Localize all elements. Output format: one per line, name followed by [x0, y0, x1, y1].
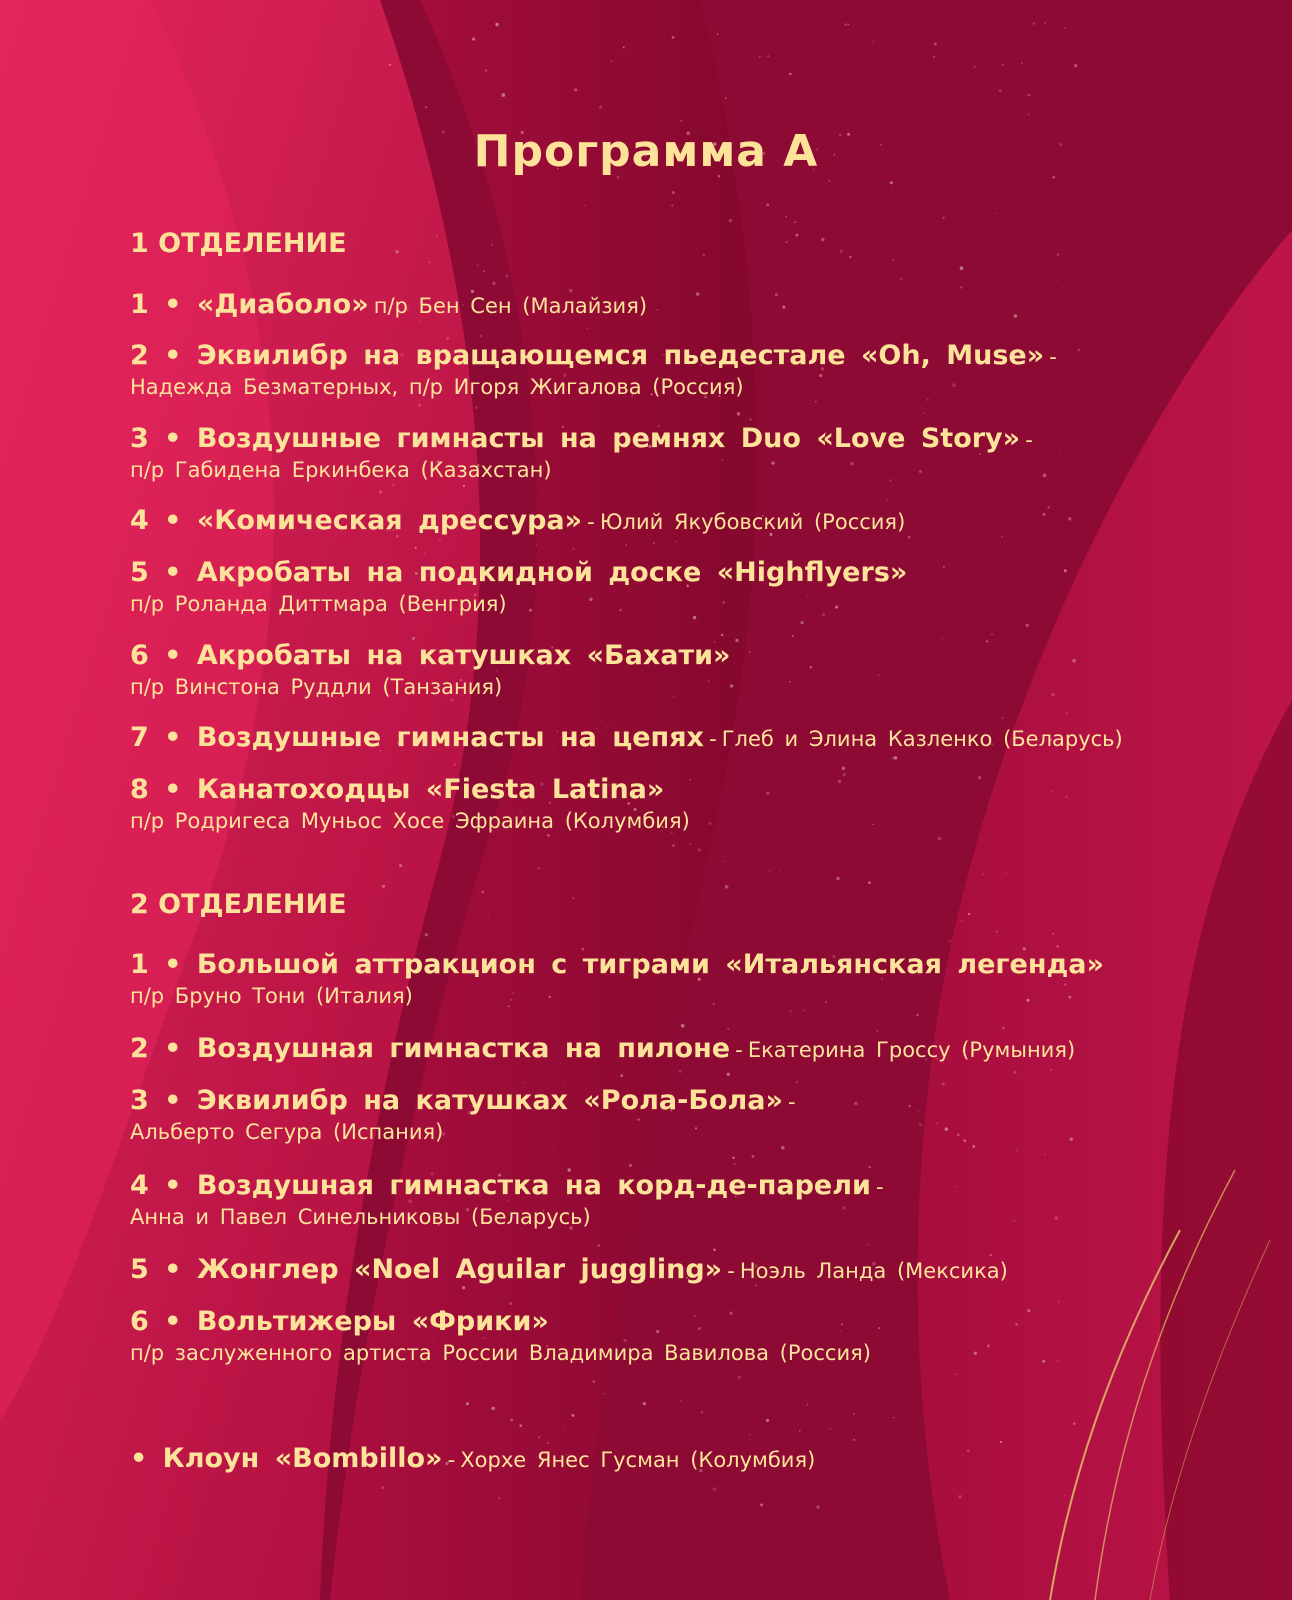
section-1-heading: 1 ОТДЕЛЕНИЕ	[130, 228, 347, 259]
act-separator: -	[1049, 345, 1057, 369]
act-title: 4 • «Комическая дрессура»	[130, 505, 583, 536]
act-item	[130, 423, 1033, 482]
act-credit: п/р Роланда Диттмара (Венгрия)	[130, 592, 507, 616]
act-item	[130, 1085, 796, 1144]
act-credit: Глеб и Элина Казленко (Беларусь)	[721, 727, 1123, 751]
act-credit: Юлий Якубовский (Россия)	[599, 510, 906, 534]
act-separator: -	[788, 1090, 796, 1114]
act-credit: Екатерина Гроссу (Румыния)	[747, 1038, 1076, 1062]
act-credit: Анна и Павел Синельниковы (Беларусь)	[130, 1205, 591, 1229]
act-credit: Надежда Безматерных, п/р Игоря Жигалова (Россия)	[130, 375, 744, 399]
act-credit: Ноэль Ланда (Мексика)	[739, 1259, 1008, 1283]
act-item	[130, 557, 907, 616]
act-title: 4 • Воздушная гимнастка на корд-де-парели	[130, 1170, 871, 1201]
act-title: 6 • Вольтижеры «Фрики»	[130, 1306, 549, 1337]
act-separator: -	[735, 1038, 743, 1062]
act-title: 1 • Большой аттракцион с тиграми «Итальянская легенда»	[130, 949, 1104, 980]
act-item	[130, 640, 730, 699]
act-title: 7 • Воздушные гимнасты на цепях	[130, 722, 704, 753]
act-credit: п/р заслуженного артиста России Владимира Вавилова (Россия)	[130, 1341, 871, 1365]
act-title: 3 • Воздушные гимнасты на ремнях Duo «Love Story»	[130, 423, 1021, 454]
act-separator: -	[447, 1448, 456, 1472]
act-title: 8 • Канатоходцы «Fiesta Latina»	[130, 774, 665, 805]
act-title: 5 • Акробаты на подкидной доске «Highflyers»	[130, 557, 908, 588]
act-separator: -	[587, 510, 595, 534]
act-title: 6 • Акробаты на катушках «Бахати»	[130, 640, 731, 671]
page-title: Программа А	[473, 126, 819, 177]
act-item	[130, 1170, 884, 1229]
act-credit: п/р Бен Сен (Малайзия)	[373, 294, 648, 318]
act-credit: п/р Бруно Тони (Италия)	[130, 984, 413, 1008]
act-item	[130, 722, 1123, 753]
act-credit: п/р Родригеса Муньос Хосе Эфраина (Колумбия)	[130, 809, 690, 833]
finale-item	[130, 1443, 815, 1474]
act-item	[130, 1033, 1075, 1064]
act-credit: п/р Винстона Руддли (Танзания)	[130, 675, 503, 699]
act-separator: -	[876, 1175, 884, 1199]
act-item	[130, 1254, 1008, 1285]
act-separator: -	[709, 727, 717, 751]
act-item	[130, 289, 647, 320]
act-credit: п/р Габидена Еркинбека (Казахстан)	[130, 458, 552, 482]
section-2-heading: 2 ОТДЕЛЕНИЕ	[130, 889, 347, 920]
act-item	[130, 949, 1104, 1008]
act-title: 3 • Эквилибр на катушках «Рола-Бола»	[130, 1085, 783, 1116]
act-separator: -	[1025, 428, 1033, 452]
act-title: 2 • Воздушная гимнастка на пилоне	[130, 1033, 731, 1064]
act-item	[130, 1306, 871, 1365]
act-separator: -	[727, 1259, 735, 1283]
act-item	[130, 774, 690, 833]
act-item	[130, 340, 1057, 399]
act-credit: Хорхе Янес Гусман (Колумбия)	[460, 1448, 816, 1472]
act-title: • Клоун «Bombillo»	[130, 1443, 443, 1474]
act-item	[130, 505, 905, 536]
act-title: 1 • «Диаболо»	[130, 289, 369, 320]
act-title: 5 • Жонглер «Noel Aguilar juggling»	[130, 1254, 723, 1285]
act-credit: Альберто Сегура (Испания)	[130, 1120, 444, 1144]
act-title: 2 • Эквилибр на вращающемся пьедестале «Oh, Muse»	[130, 340, 1045, 371]
